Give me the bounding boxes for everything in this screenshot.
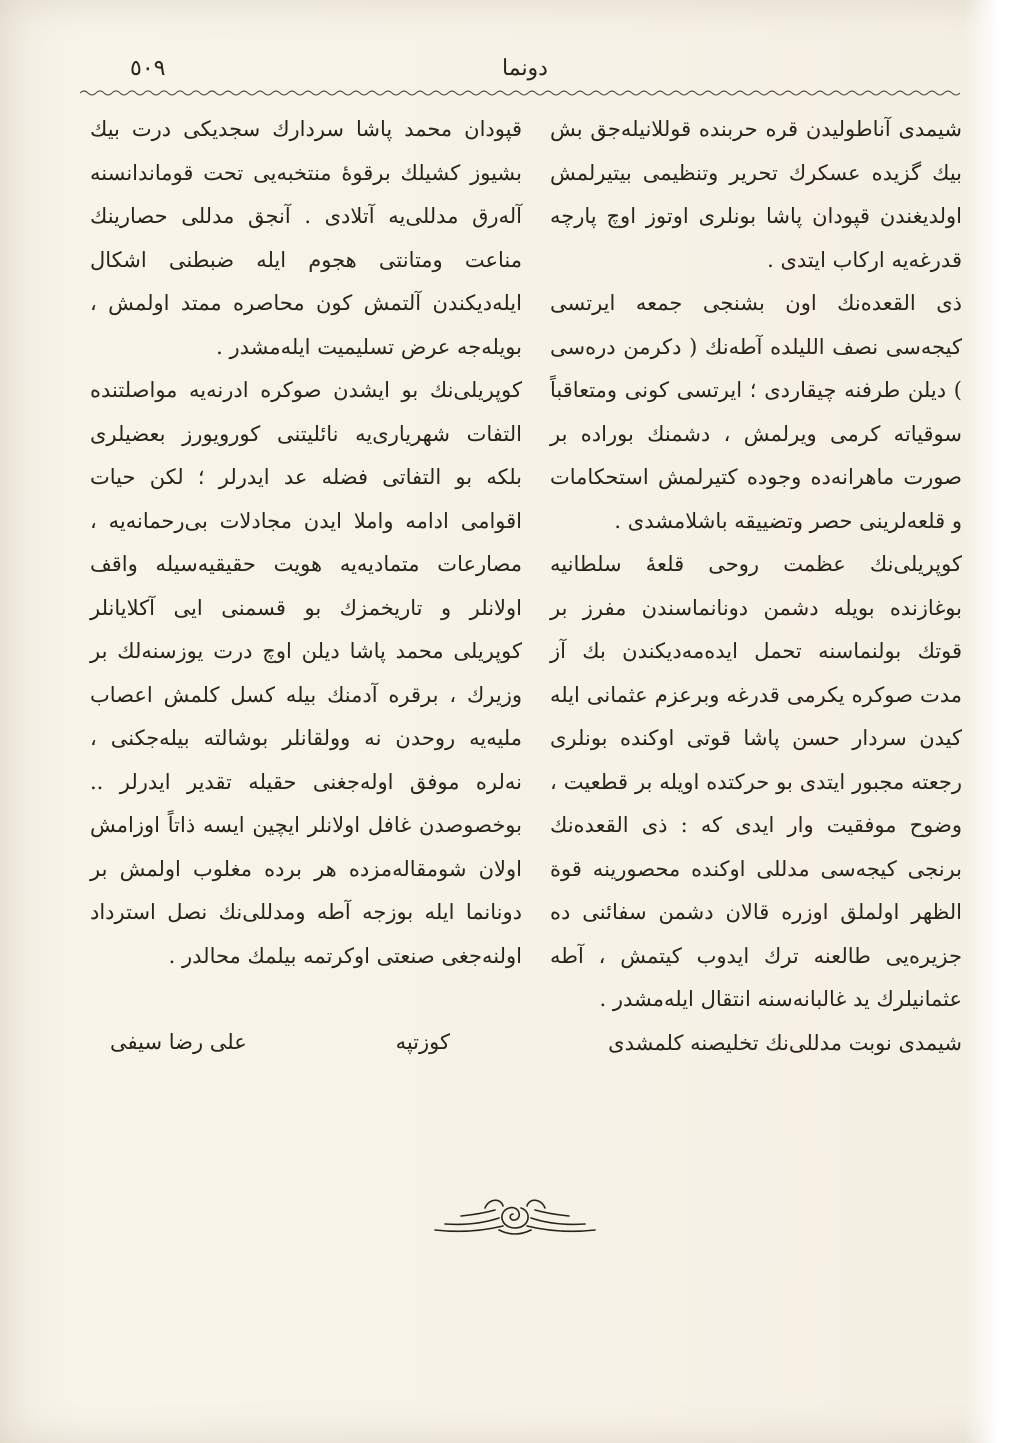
- journal-title: دونما: [502, 56, 548, 81]
- paragraph: قپودان محمد پاشا سردارك سجديكى درت بيك بشيوز كشيلك برقوهٔ منتخبه‌يى تحت قوماندانسنه آله‌رق مدللى‌يه آتلادى . آنجق مدللى حصارينك مناعت ومتانتى هجوم ايله ضبطنى اشكال ايله‌ديكندن آلتمش كون محاصره ممتد اولمش ، بويله‌جه عرض تسليميت ايله‌مشدر .: [90, 117, 522, 359]
- left-text-column: [90, 108, 522, 978]
- page-number: ٥٠٩: [130, 56, 166, 81]
- running-head: [90, 52, 960, 92]
- paragraph: كوپريلى‌نك بو ايشدن صوكره ادرنه‌يه مواصلتنده التفات شهريارى‌يه نائليتنى كورويورز بعضيلرى بلكه بو التفاتى فضله عد ايدرلر ؛ لكن حيات اقوامى ادامه واملا ايدن مجادلات بى‌رحمانه‌يه ، مصارعات متماديه‌يه هويت حقيقيه‌سيله واقف اولانلر و تاريخمزك بو قسمنى ايى آكلايانلر كوپريلى محمد پاشا ديلن اوچ درت يوزسنه‌لك بر وزيرك ، برقره آدمنك بيله كسل كلمش اعصاب مليه‌يه روحدن نه وولقانلر بوشالته بيله‌جكنى ، نه‌لره موفق اوله‌جغنى حقيله تقدير ايدرلر .. بوخصوصدن غافل اولانلر ايچين ايسه ذاتاً اوزامش اولان شومقاله‌مزده هر برده مغلوب اولمش بر دونانما ايله بوزجه آطه ومدللى‌نك نصل استرداد اولنه‌جغى صنعتى اوكرتمه بيلمك محالدر .: [90, 378, 522, 968]
- signature-line: [110, 1030, 510, 1070]
- paragraph: كوپريلى‌نك عظمت روحى قلعهٔ سلطانيه بوغازنده بويله دشمن دونانماسندن مفرز بر قوتك بولنماسنه تحمل ايده‌مه‌ديكندن بك آز مدت صوكره يكرمى قدرغه وبرعزم عثمانى ايله كيدن سردار حسن پاشا قوتى اوكنده بونلرى رجعته مجبور ايتدى بو حركتده اويله بر قطعيت ، وضوح موفقيت وار ايدى كه : ذى القعده‌نك برنجى كيجه‌سى مدللى اوكنده محصورينه قوة الظهر اولملق اوزره قالان دشمن سفائنى ده جزيره‌يى طالعنه ترك ايدوب كيتمش ، آطه عثمانيلرك يد غالبانه‌سنه انتقال ايله‌مشدر .: [550, 552, 962, 1011]
- end-ornament-icon: [425, 1190, 605, 1244]
- paragraph: ذى القعده‌نك اون بشنجى جمعه ايرتسى كيجه‌سى نصف الليلده آطه‌نك ( دكرمن دره‌سى ) ديلن طرفنه چيقاردى ؛ ايرتسى كونى ومتعاقباً سوقياته كرمى ويرلمش ، دشمنك بوراده بر صورت ماهرانه‌ده وجوده كتيرلمش استحكامات و قلعه‌لرينى حصر وتضييقه باشلامشدى .: [550, 291, 962, 533]
- header-wavy-rule: [80, 88, 960, 98]
- right-text-column: [550, 108, 962, 1065]
- signature-location: كوزتپه: [395, 1030, 450, 1054]
- paragraph: شيمدى آناطوليدن قره حربنده قوللانيله‌جق بش بيك گزيده عسكرك تحرير وتنظيمى بيتيرلمش اولديغندن قپودان پاشا بونلرى اوتوز اوچ پارچه قدرغه‌يه اركاب ايتدى .: [550, 117, 962, 272]
- signature-author: على رضا سيفى: [110, 1030, 247, 1054]
- paragraph: شيمدى نوبت مدللى‌نك تخليصنه كلمشدى: [608, 1030, 962, 1055]
